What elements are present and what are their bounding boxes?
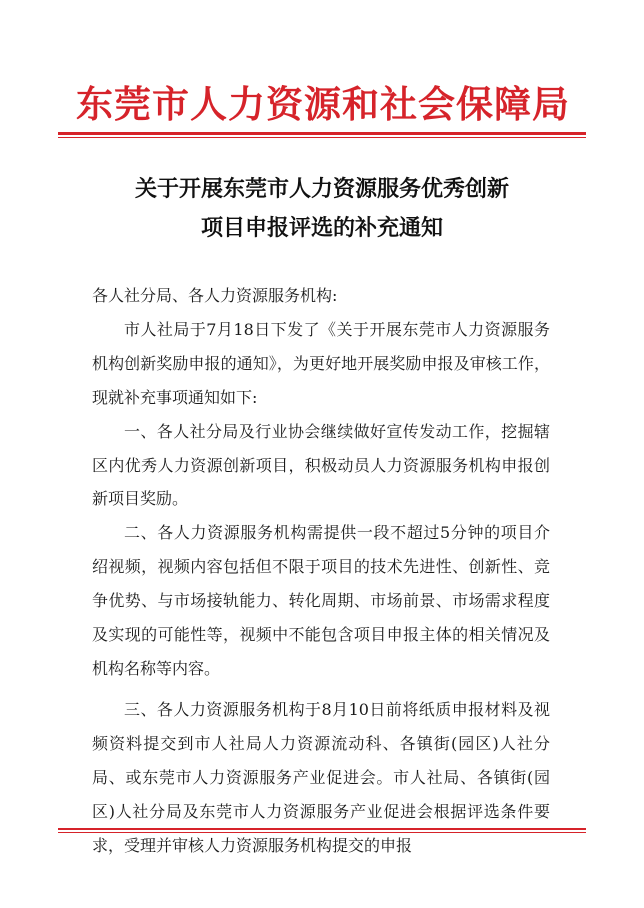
footer-rule-thin <box>58 832 586 833</box>
footer-rule-thick <box>58 828 586 830</box>
document-title-line-2: 项目申报评选的补充通知 <box>200 215 443 241</box>
document-body <box>92 279 550 862</box>
issuer-letterhead: 东莞市人力资源和社会保障局 <box>76 82 570 126</box>
paragraph-item-2: 二、各人力资源服务机构需提供一段不超过5分钟的项目介绍视频，视频内容包括但不限于项目的技术先进性、创新性、竞争优势、与市场接轨能力、转化周期、市场前景、市场需求程度及实现的可能性等，视频中不能包含项目申报主体的相关情况及机构名称等内容。 <box>92 523 550 678</box>
document-title <box>60 170 584 248</box>
letterhead-rule-thin <box>58 137 586 138</box>
document-title-line-1: 关于开展东莞市人力资源服务优秀创新 <box>134 176 509 202</box>
letterhead-rule-thick <box>58 132 586 135</box>
salutation: 各人社分局、各人力资源服务机构: <box>92 286 338 305</box>
paragraph-item-1: 一、各人社分局及行业协会继续做好宣传发动工作，挖掘辖区内优秀人力资源创新项目，积极动员人力资源服务机构申报创新项目奖励。 <box>92 421 550 509</box>
intro-paragraph: 市人社局于7月18日下发了《关于开展东莞市人力资源服务机构创新奖励申报的通知》，为更好地开展奖励申报及审核工作，现就补充事项通知如下: <box>92 319 550 407</box>
paragraph-item-3: 三、各人力资源服务机构于8月10日前将纸质申报材料及视频资料提交到市人社局人力资源流动科、各镇街(园区)人社分局、或东莞市人力资源服务产业促进会。市人社局、各镇街(园区)人社分局及东莞市人力资源服务产业促进会根据评选条件要求，受理并审核人力资源服务机构提交的申报 <box>92 699 550 855</box>
